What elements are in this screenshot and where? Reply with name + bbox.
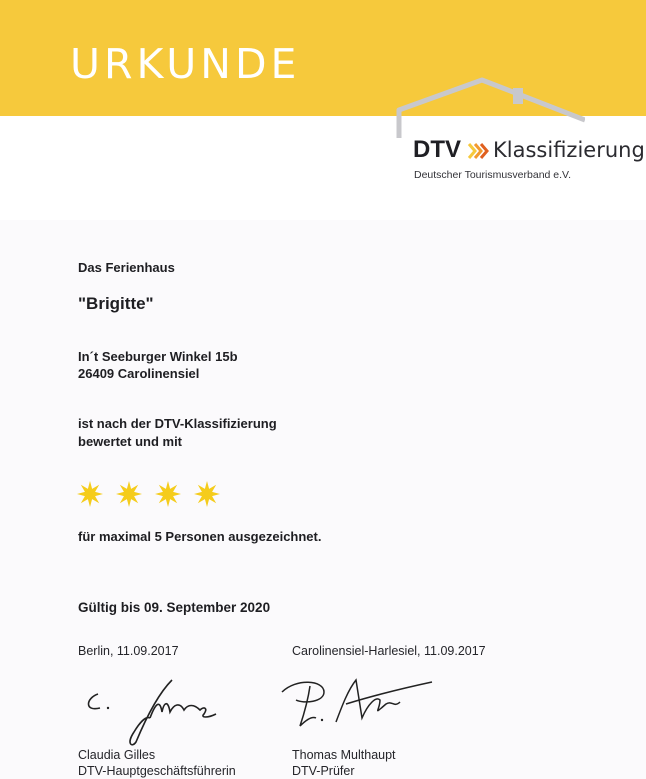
star-icon <box>193 480 221 508</box>
signatory-name-left: Claudia Gilles <box>78 748 156 762</box>
star-icon <box>115 480 143 508</box>
logo-brand: DTV <box>413 136 461 163</box>
place-date-right: Carolinensiel-Harlesiel, 11.09.2017 <box>292 644 486 658</box>
signatory-role-right: DTV-Prüfer <box>292 764 355 778</box>
property-name: "Brigitte" <box>78 294 154 313</box>
house-roof-icon <box>385 72 585 142</box>
certificate-title: URKUNDE <box>70 40 301 88</box>
dtv-logo <box>413 138 645 162</box>
classification-text-2: bewertet und mit <box>78 434 183 449</box>
signatory-role-left: DTV-Hauptgeschäftsführerin <box>78 764 236 778</box>
property-type: Das Ferienhaus <box>78 260 175 275</box>
star-icon <box>76 480 104 508</box>
signature-right <box>276 670 436 738</box>
classification-text: ist nach der DTV-Klassifizierung <box>78 416 277 431</box>
logo-subtitle: Deutscher Tourismusverband e.V. <box>414 169 572 181</box>
star-icon <box>154 480 182 508</box>
chevrons-right-icon <box>467 141 489 161</box>
address-street: In´t Seeburger Winkel 15b <box>78 349 238 364</box>
signature-left <box>76 672 226 750</box>
signatory-name-right: Thomas Multhaupt <box>292 748 396 762</box>
validity-text: Gültig bis 09. September 2020 <box>78 600 271 615</box>
logo-name: Klassifizierung <box>493 138 645 162</box>
address-city: 26409 Carolinensiel <box>78 366 200 381</box>
place-date-left: Berlin, 11.09.2017 <box>78 644 179 658</box>
capacity-text: für maximal 5 Personen ausgezeichnet. <box>78 529 322 544</box>
